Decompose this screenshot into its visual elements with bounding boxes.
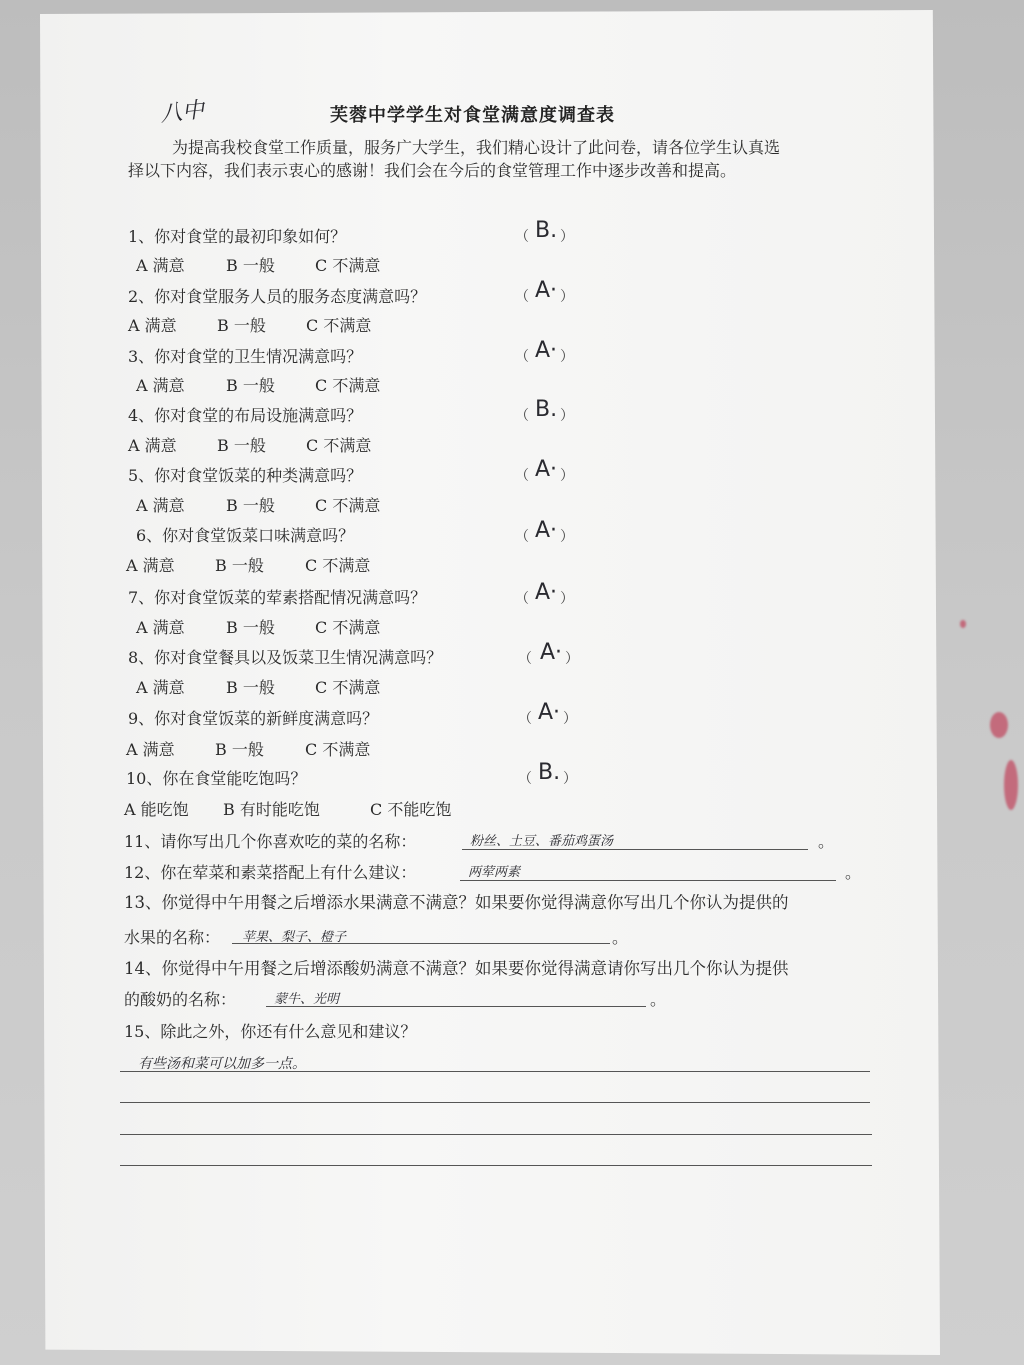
q8-option-b: B 一般: [226, 678, 275, 697]
answer-line: [460, 880, 836, 881]
q5-option-b: B 一般: [226, 496, 275, 515]
answer-paren-open: （: [518, 771, 532, 787]
answer-paren-close: ）: [563, 711, 577, 727]
answer-paren-open: （: [515, 349, 529, 365]
q12-end: 。: [845, 863, 862, 882]
answer-6: A·: [535, 518, 558, 543]
q4-option-a: A 满意: [128, 436, 177, 455]
question-14: 14、你觉得中午用餐之后增添酸奶满意不满意？如果要你觉得满意请你写出几个你认为提供: [124, 959, 789, 978]
q4-option-b: B 一般: [217, 436, 266, 455]
answer-paren-close: ）: [560, 468, 574, 484]
q13-end: 。: [612, 928, 629, 947]
question-12: 12、你在荤菜和素菜搭配上有什么建议：: [124, 863, 417, 882]
q1-option-a: A 满意: [136, 256, 185, 275]
red-stain: [990, 712, 1008, 738]
answer-line: [462, 849, 808, 850]
answer-paren-close: ）: [563, 771, 577, 787]
q7-option-a: A 满意: [136, 618, 185, 637]
answer-15: 有些汤和菜可以加多一点。: [138, 1056, 306, 1072]
q2-option-b: B 一般: [217, 316, 266, 335]
answer-paren-open: （: [518, 651, 532, 667]
answer-paren-open: （: [515, 591, 529, 607]
answer-7: A·: [535, 580, 558, 605]
q6-option-b: B 一般: [215, 556, 264, 575]
red-stain: [1004, 760, 1018, 810]
answer-paren-open: （: [518, 711, 532, 727]
q9-option-c: C 不满意: [305, 740, 371, 759]
answer-10: B.: [538, 760, 561, 785]
q14-end: 。: [650, 990, 667, 1009]
answer-line: [120, 1102, 870, 1103]
answer-paren-open: （: [515, 289, 529, 305]
q6-option-a: A 满意: [126, 556, 175, 575]
answer-3: A·: [535, 338, 558, 363]
question-1: 1、你对食堂的最初印象如何？: [128, 227, 347, 246]
answer-paren-close: ）: [565, 651, 579, 667]
answer-4: B.: [535, 397, 558, 422]
answer-paren-close: ）: [560, 591, 574, 607]
class-mark: 八中: [159, 97, 206, 128]
q5-option-c: C 不满意: [315, 496, 381, 515]
q9-option-b: B 一般: [215, 740, 264, 759]
q10-option-a: A 能吃饱: [124, 800, 189, 819]
answer-paren-open: （: [515, 468, 529, 484]
q10-option-c: C 不能吃饱: [370, 800, 452, 819]
question-8: 8、你对食堂餐具以及饭菜卫生情况满意吗？: [128, 648, 443, 667]
question-7: 7、你对食堂饭菜的荤素搭配情况满意吗？: [128, 588, 427, 607]
answer-line: [232, 943, 610, 944]
q7-option-c: C 不满意: [315, 618, 381, 637]
q3-option-b: B 一般: [226, 376, 275, 395]
q1-option-c: C 不满意: [315, 256, 381, 275]
answer-8: A·: [540, 640, 563, 665]
q8-option-c: C 不满意: [315, 678, 381, 697]
question-6: 6、你对食堂饭菜口味满意吗？: [136, 526, 355, 545]
answer-line: [120, 1134, 872, 1135]
question-13: 13、你觉得中午用餐之后增添水果满意不满意？如果要你觉得满意你写出几个你认为提供的: [124, 893, 789, 912]
answer-1: B.: [535, 218, 558, 243]
answer-11: 粉丝、土豆、番茄鸡蛋汤: [470, 834, 614, 849]
answer-paren-close: ）: [560, 529, 574, 545]
q9-option-a: A 满意: [126, 740, 175, 759]
intro-line-1: 为提高我校食堂工作质量，服务广大学生，我们精心设计了此问卷，请各位学生认真选: [172, 138, 781, 157]
survey-title: 芙蓉中学学生对食堂满意度调查表: [330, 105, 615, 126]
answer-line: [120, 1071, 870, 1072]
q7-option-b: B 一般: [226, 618, 275, 637]
answer-paren-close: ）: [560, 408, 574, 424]
question-4: 4、你对食堂的布局设施满意吗？: [128, 406, 363, 425]
answer-line: [120, 1165, 872, 1166]
question-15: 15、除此之外，你还有什么意见和建议？: [124, 1022, 417, 1041]
answer-line: [266, 1006, 646, 1007]
red-stain: [960, 620, 966, 628]
q14-label: 的酸奶的名称：: [124, 990, 237, 1009]
question-9: 9、你对食堂饭菜的新鲜度满意吗？: [128, 709, 379, 728]
q6-option-c: C 不满意: [305, 556, 371, 575]
q11-end: 。: [818, 832, 835, 851]
answer-paren-close: ）: [560, 349, 574, 365]
question-2: 2、你对食堂服务人员的服务态度满意吗？: [128, 287, 427, 306]
answer-paren-open: （: [515, 408, 529, 424]
answer-2: A·: [535, 278, 558, 303]
question-5: 5、你对食堂饭菜的种类满意吗？: [128, 466, 363, 485]
q3-option-a: A 满意: [136, 376, 185, 395]
answer-paren-close: ）: [560, 289, 574, 305]
answer-9: A·: [538, 700, 561, 725]
answer-14: 蒙牛、光明: [274, 992, 340, 1007]
q4-option-c: C 不满意: [306, 436, 372, 455]
intro-line-2: 择以下内容，我们表示衷心的感谢！我们会在今后的食堂管理工作中逐步改善和提高。: [128, 161, 737, 180]
q2-option-a: A 满意: [128, 316, 177, 335]
q3-option-c: C 不满意: [315, 376, 381, 395]
q8-option-a: A 满意: [136, 678, 185, 697]
q1-option-b: B 一般: [226, 256, 275, 275]
answer-paren-open: （: [515, 229, 529, 245]
question-11: 11、请你写出几个你喜欢吃的菜的名称：: [124, 832, 417, 851]
q2-option-c: C 不满意: [306, 316, 372, 335]
answer-5: A·: [535, 457, 558, 482]
question-10: 10、你在食堂能吃饱吗？: [126, 769, 307, 788]
answer-12: 两荤两素: [468, 865, 521, 880]
answer-paren-close: ）: [560, 229, 574, 245]
answer-paren-open: （: [515, 529, 529, 545]
q10-option-b: B 有时能吃饱: [223, 800, 320, 819]
answer-13: 苹果、梨子、橙子: [242, 930, 347, 945]
q13-label: 水果的名称：: [124, 928, 221, 947]
q5-option-a: A 满意: [136, 496, 185, 515]
question-3: 3、你对食堂的卫生情况满意吗？: [128, 347, 363, 366]
